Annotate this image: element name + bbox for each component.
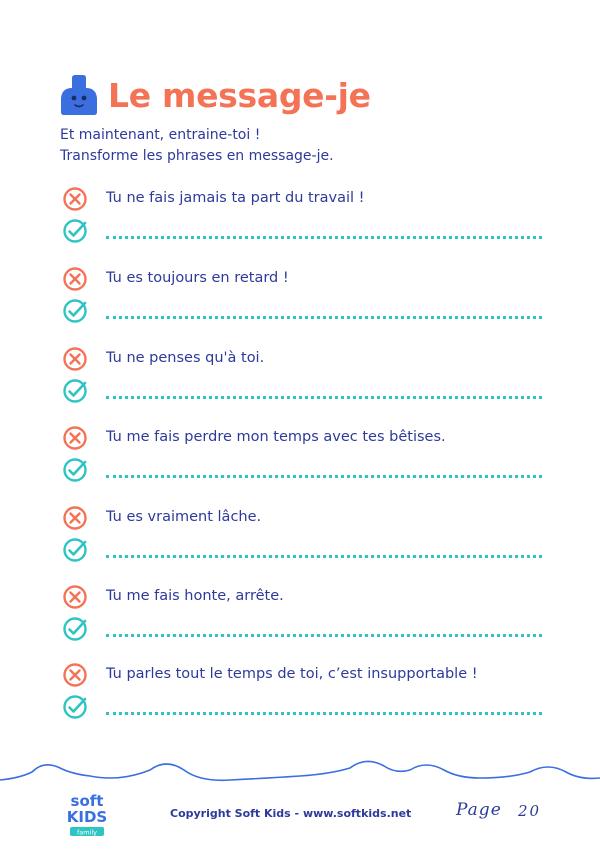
page-header [58,72,371,118]
soft-kids-logo [58,788,116,838]
check-circle-icon [62,378,88,404]
page-title: Le message-je [108,75,371,115]
exercise-sentence: Tu ne penses qu'à toi. [106,350,265,366]
cross-circle-icon [62,346,88,372]
cross-circle-icon [62,266,88,292]
answer-line[interactable] [106,316,542,319]
exercise-sentence: Tu me fais perdre mon temps avec tes bêtises. [106,429,446,445]
cross-circle-icon [62,584,88,610]
exercise-item [60,584,550,654]
logo-line-3: family [76,828,98,837]
check-circle-icon [62,218,88,244]
instruction-line-2: Transforme les phrases en message-je. [60,148,334,164]
logo-line-1: soft [70,792,104,810]
exercise-item [60,425,550,495]
check-circle-icon [62,298,88,324]
exercise-item [60,346,550,416]
instruction-line-1: Et maintenant, entraine-toi ! [60,127,261,143]
instructions [60,125,334,167]
logo-line-2: KIDS [66,808,108,826]
cross-circle-icon [62,425,88,451]
cross-circle-icon [62,505,88,531]
answer-line[interactable] [106,475,542,478]
page-number: 20 [518,802,542,820]
exercise-item [60,266,550,336]
check-circle-icon [62,457,88,483]
exercise-item [60,505,550,575]
check-circle-icon [62,616,88,642]
exercise-sentence: Tu es vraiment lâche. [106,509,262,525]
exercise-sentence: Tu es toujours en retard ! [106,270,289,286]
answer-line[interactable] [106,634,542,637]
exercise-sentence: Tu me fais honte, arrête. [106,588,284,604]
exercise-sentence: Tu parles tout le temps de toi, c’est insupportable ! [106,666,478,682]
answer-line[interactable] [106,236,542,239]
cross-circle-icon [62,186,88,212]
answer-line[interactable] [106,396,542,399]
mascot-icon [58,74,100,116]
check-circle-icon [62,537,88,563]
exercise-item [60,662,550,732]
check-circle-icon [62,694,88,720]
answer-line[interactable] [106,712,542,715]
answer-line[interactable] [106,555,542,558]
exercise-sentence: Tu ne fais jamais ta part du travail ! [106,190,365,206]
cross-circle-icon [62,662,88,688]
page-label: Page [456,800,502,820]
exercise-item [60,186,550,256]
copyright-text: Copyright Soft Kids - www.softkids.net [170,807,412,820]
